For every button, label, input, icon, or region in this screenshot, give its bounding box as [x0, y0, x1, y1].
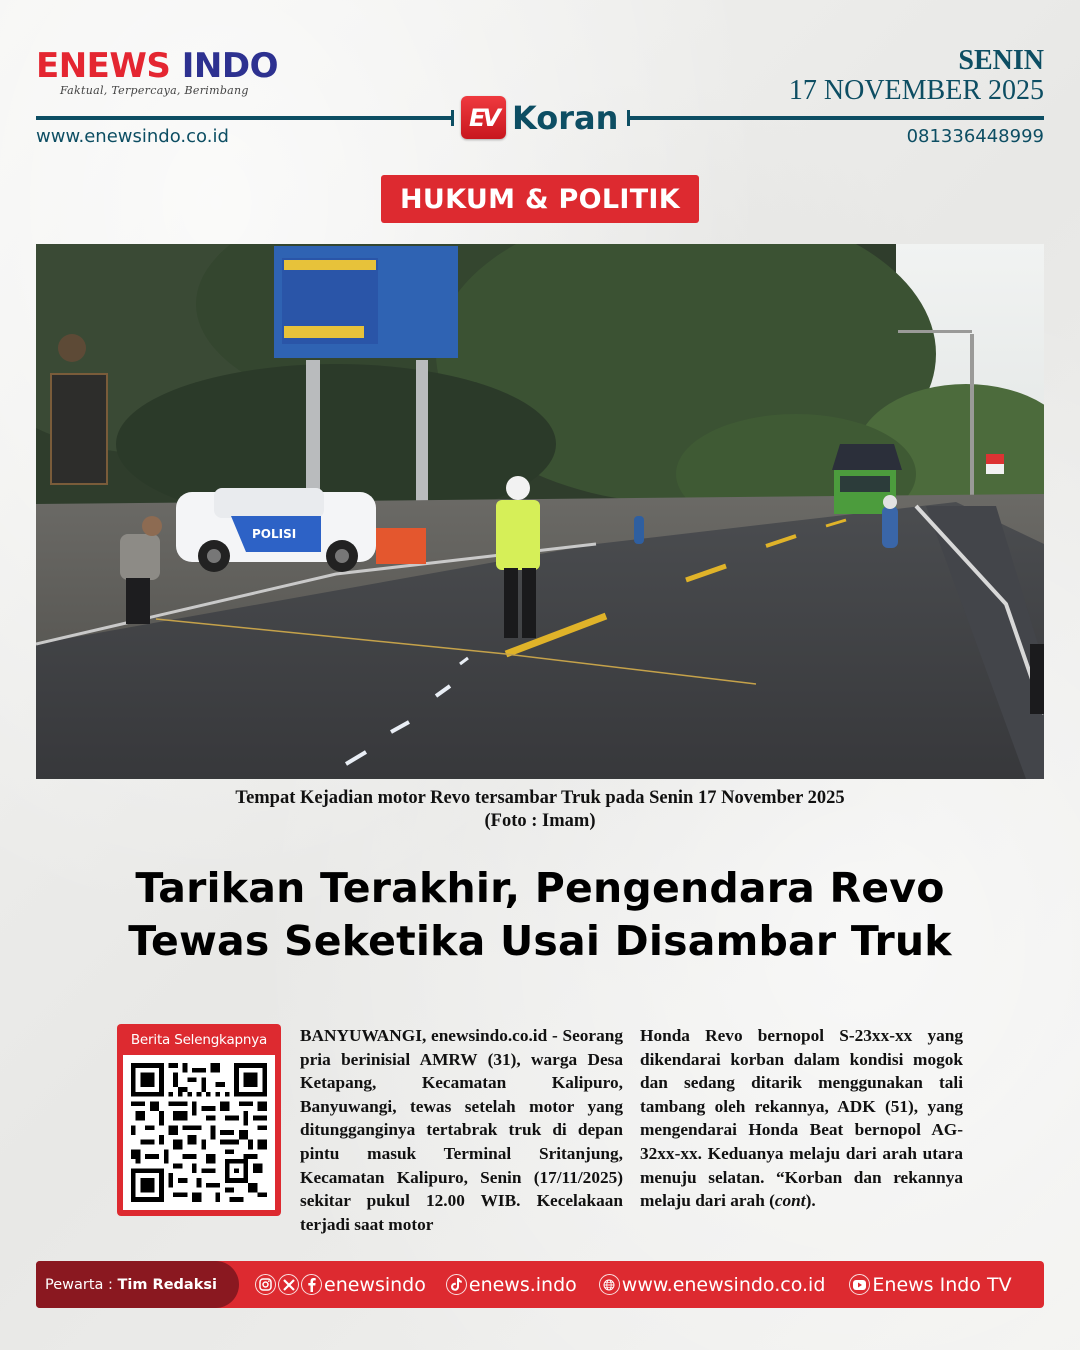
- phone-number: 081336448999: [906, 126, 1044, 147]
- youtube-icon[interactable]: [849, 1274, 870, 1295]
- publication-date: [789, 46, 1044, 106]
- edition-label: Koran: [512, 98, 619, 137]
- category-badge: HUKUM & POLITIK: [381, 175, 699, 223]
- brand-name: [36, 46, 278, 86]
- qr-card[interactable]: [117, 1024, 281, 1216]
- header-rule-left: [36, 116, 452, 120]
- edition-badge: [461, 96, 618, 139]
- brand-logo: [36, 46, 278, 97]
- article-column-2-text: Honda Revo bernopol S-23xx-xx yang dikendarai korban dalam kondisi mogok dan sedang ditarik menggunakan tali tambang oleh rekannya, ADK (51), yang mengendarai Honda Beat bernopol AG-32xx-xx. Keduanya melaju dari arah utara menuju selatan. “Korban dan rekannya melaju dari arah (: [640, 1026, 963, 1211]
- date-day: SENIN: [958, 45, 1044, 76]
- social-links: [255, 1274, 1012, 1296]
- article-column-1: BANYUWANGI, enewsindo.co.id - Seorang pria berinisial AMRW (31), warga Desa Ketapang, Kecamatan Kalipuro, Banyuwangi, tewas setelah motor yang ditungganginya tertabrak truk di depan pintu masuk Terminal Sritanjung, Kecamatan Kalipuro, Senin (17/11/2025) sekitar pukul 12.00 WIB. Kecelakaan terjadi saat motor: [300, 1026, 623, 1234]
- social-handle-tiktok[interactable]: enews.indo: [468, 1273, 577, 1296]
- headline-line-2: Tewas Seketika Usai Disambar Truk: [128, 917, 952, 965]
- date-full: 17 NOVEMBER 2025: [788, 75, 1044, 106]
- headline-line-1: Tarikan Terakhir, Pengendara Revo: [135, 864, 945, 912]
- rule-cap-left: [451, 110, 454, 126]
- qr-code[interactable]: [123, 1055, 275, 1210]
- caption-line-1: Tempat Kejadian motor Revo tersambar Truk pada Senin 17 November 2025: [235, 788, 845, 808]
- social-handle-website[interactable]: www.enewsindo.co.id: [621, 1273, 826, 1296]
- social-group-enewsindo[interactable]: [255, 1274, 426, 1296]
- brand-name-part1: ENEWS: [36, 46, 171, 86]
- news-photo: [36, 244, 1044, 779]
- social-group-website[interactable]: [599, 1274, 826, 1296]
- footer-bar: [36, 1261, 1044, 1308]
- social-handle-youtube[interactable]: Enews Indo TV: [872, 1273, 1012, 1296]
- instagram-icon[interactable]: [255, 1274, 276, 1295]
- brand-name-part2: INDO: [181, 46, 278, 86]
- header-rule-right: [628, 116, 1044, 120]
- article-column-2-end: ).: [805, 1191, 816, 1211]
- reporter-name: Tim Redaksi: [117, 1276, 217, 1293]
- social-group-tiktok[interactable]: [446, 1274, 577, 1296]
- reporter-label: Pewarta :: [45, 1276, 113, 1293]
- accident-scene-image: [36, 244, 1044, 779]
- article-column-2: [640, 1024, 963, 1213]
- reporter-credit: [36, 1261, 239, 1308]
- globe-icon[interactable]: [599, 1274, 620, 1295]
- qr-title: Berita Selengkapnya: [130, 1032, 268, 1048]
- continued-marker: cont: [774, 1191, 806, 1211]
- qr-code-icon: [131, 1063, 267, 1202]
- website-link[interactable]: www.enewsindo.co.id: [36, 126, 229, 147]
- caption-line-2: (Foto : Imam): [484, 811, 596, 831]
- brand-tagline: Faktual, Terpercaya, Berimbang: [60, 84, 249, 97]
- tiktok-icon[interactable]: [446, 1274, 467, 1295]
- ev-logo-icon: EV: [461, 96, 506, 139]
- article-headline: [0, 862, 1080, 968]
- photo-caption: [0, 787, 1080, 833]
- social-group-youtube[interactable]: [849, 1274, 1011, 1296]
- facebook-icon[interactable]: [301, 1274, 322, 1295]
- x-icon[interactable]: [278, 1274, 299, 1295]
- police-car-label: POLISI: [252, 527, 297, 541]
- social-handle-enewsindo[interactable]: enewsindo: [324, 1273, 426, 1296]
